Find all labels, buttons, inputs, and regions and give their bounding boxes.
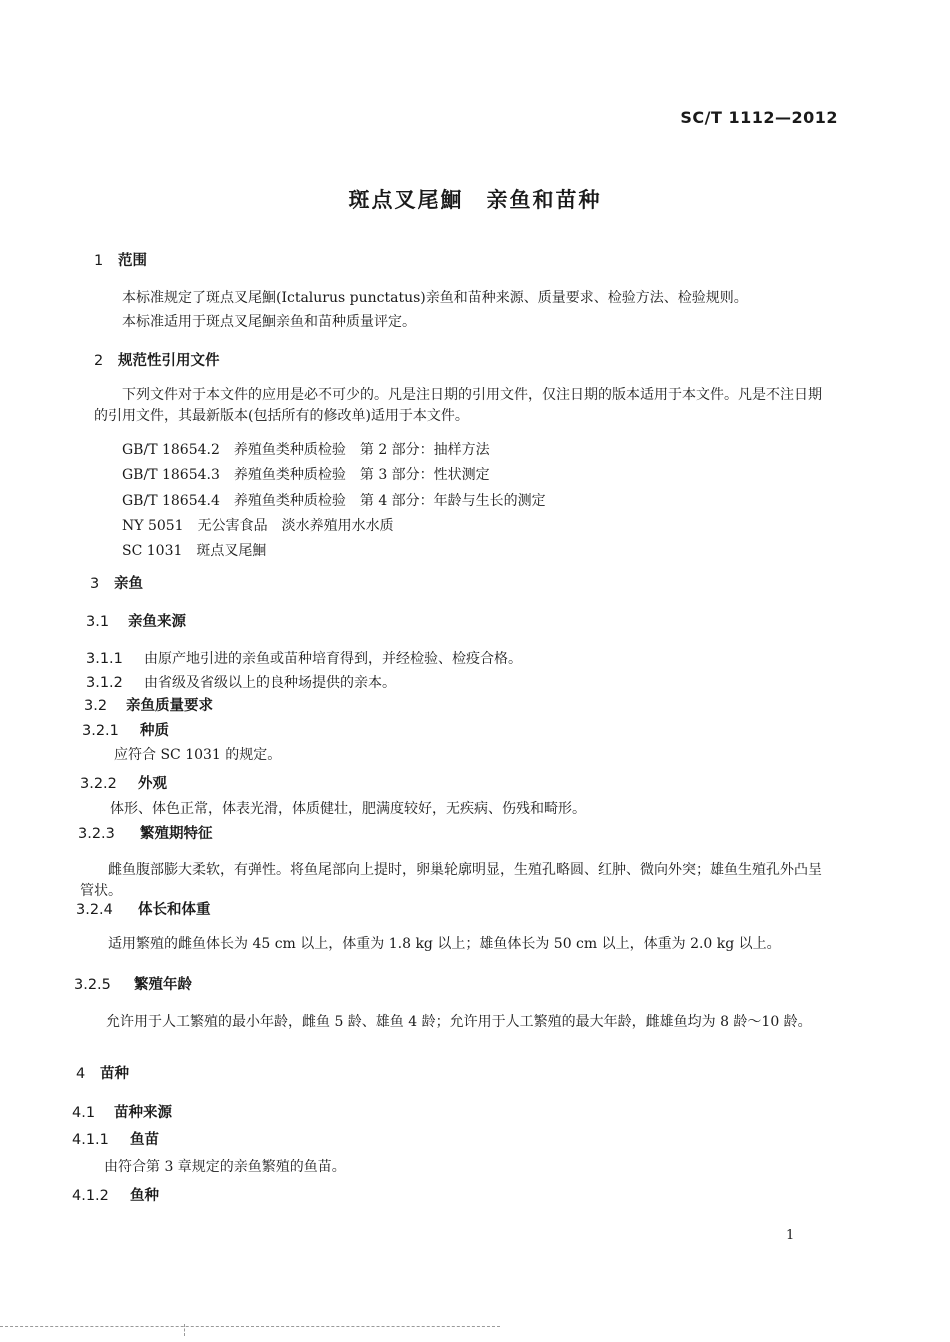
document-title: 斑点叉尾鮰 亲鱼和苗种 (348, 188, 602, 212)
clause-3-2-2-text: 体形、体色正常，体表光滑，体质健壮，肥满度较好，无疾病、伤残和畸形。 (110, 801, 586, 817)
footer-scan-line (0, 1326, 500, 1327)
clause-3-1-2: 3.1.2 由省级及省级以上的良种场提供的亲本。 (86, 675, 396, 691)
section-3-2-1-heading: 3.2.1 种质 (82, 723, 169, 739)
reference-item: GB/T 18654.2 养殖鱼类种质检验 第 2 部分：抽样方法 (122, 442, 490, 458)
section-2-heading: 2 规范性引用文件 (94, 353, 220, 369)
section-3-2-2-heading: 3.2.2 外观 (80, 776, 167, 792)
section-3-1-heading: 3.1 亲鱼来源 (86, 614, 186, 630)
section-1-heading: 1 范围 (94, 253, 147, 269)
section-4-1-heading: 4.1 苗种来源 (72, 1105, 172, 1121)
clause-3-1-1: 3.1.1 由原产地引进的亲鱼或苗种培育得到，并经检验、检疫合格。 (86, 651, 522, 667)
section-3-2-heading: 3.2 亲鱼质量要求 (84, 698, 213, 714)
reference-item: SC 1031 斑点叉尾鮰 (122, 543, 267, 559)
section-3-2-5-heading: 3.2.5 繁殖年龄 (74, 977, 192, 993)
section-1-paragraph-2: 本标准适用于斑点叉尾鮰亲鱼和苗种质量评定。 (122, 314, 416, 330)
reference-item: NY 5051 无公害食品 淡水养殖用水水质 (122, 518, 394, 534)
clause-3-2-4-text: 适用繁殖的雌鱼体长为 45 cm 以上，体重为 1.8 kg 以上；雄鱼体长为 50 cm 以上，体重为 2.0 kg 以上。 (108, 936, 781, 952)
page-number: 1 (786, 1228, 795, 1243)
section-2-paragraph-1: 下列文件对于本文件的应用是必不可少的。凡是注日期的引用文件，仅注日期的版本适用于本文件。凡是不注日期的引用文件，其最新版本(包括所有的修改单)适用于本文件。 (94, 387, 822, 424)
section-4-1-2-heading: 4.1.2 鱼种 (72, 1188, 159, 1204)
standard-number: SC/T 1112—2012 (680, 108, 838, 127)
section-4-1-1-heading: 4.1.1 鱼苗 (72, 1132, 159, 1148)
clause-3-2-3-text: 雌鱼腹部膨大柔软，有弹性。将鱼尾部向上提时，卵巢轮廓明显，生殖孔略圆、红肿、微向外突；雄鱼生殖孔外凸呈管状。 (80, 862, 822, 899)
section-3-2-3-heading: 3.2.3 繁殖期特征 (78, 826, 213, 842)
section-1-paragraph-1: 本标准规定了斑点叉尾鮰(Ictalurus punctatus)亲鱼和苗种来源、质量要求、检验方法、检验规则。 (122, 290, 748, 306)
section-3-2-4-heading: 3.2.4 体长和体重 (76, 902, 211, 918)
reference-item: GB/T 18654.4 养殖鱼类种质检验 第 4 部分：年龄与生长的测定 (122, 493, 546, 509)
clause-4-1-1-text: 由符合第 3 章规定的亲鱼繁殖的鱼苗。 (104, 1159, 346, 1175)
footer-scan-tick (184, 1324, 185, 1336)
section-4-heading: 4 苗种 (76, 1066, 129, 1082)
reference-item: GB/T 18654.3 养殖鱼类种质检验 第 3 部分：性状测定 (122, 467, 490, 483)
clause-3-2-5-text: 允许用于人工繁殖的最小年龄，雌鱼 5 龄、雄鱼 4 龄；允许用于人工繁殖的最大年龄，雌雄鱼均为 8 龄～10 龄。 (106, 1014, 812, 1030)
clause-3-2-1-text: 应符合 SC 1031 的规定。 (114, 747, 282, 763)
section-3-heading: 3 亲鱼 (90, 576, 143, 592)
